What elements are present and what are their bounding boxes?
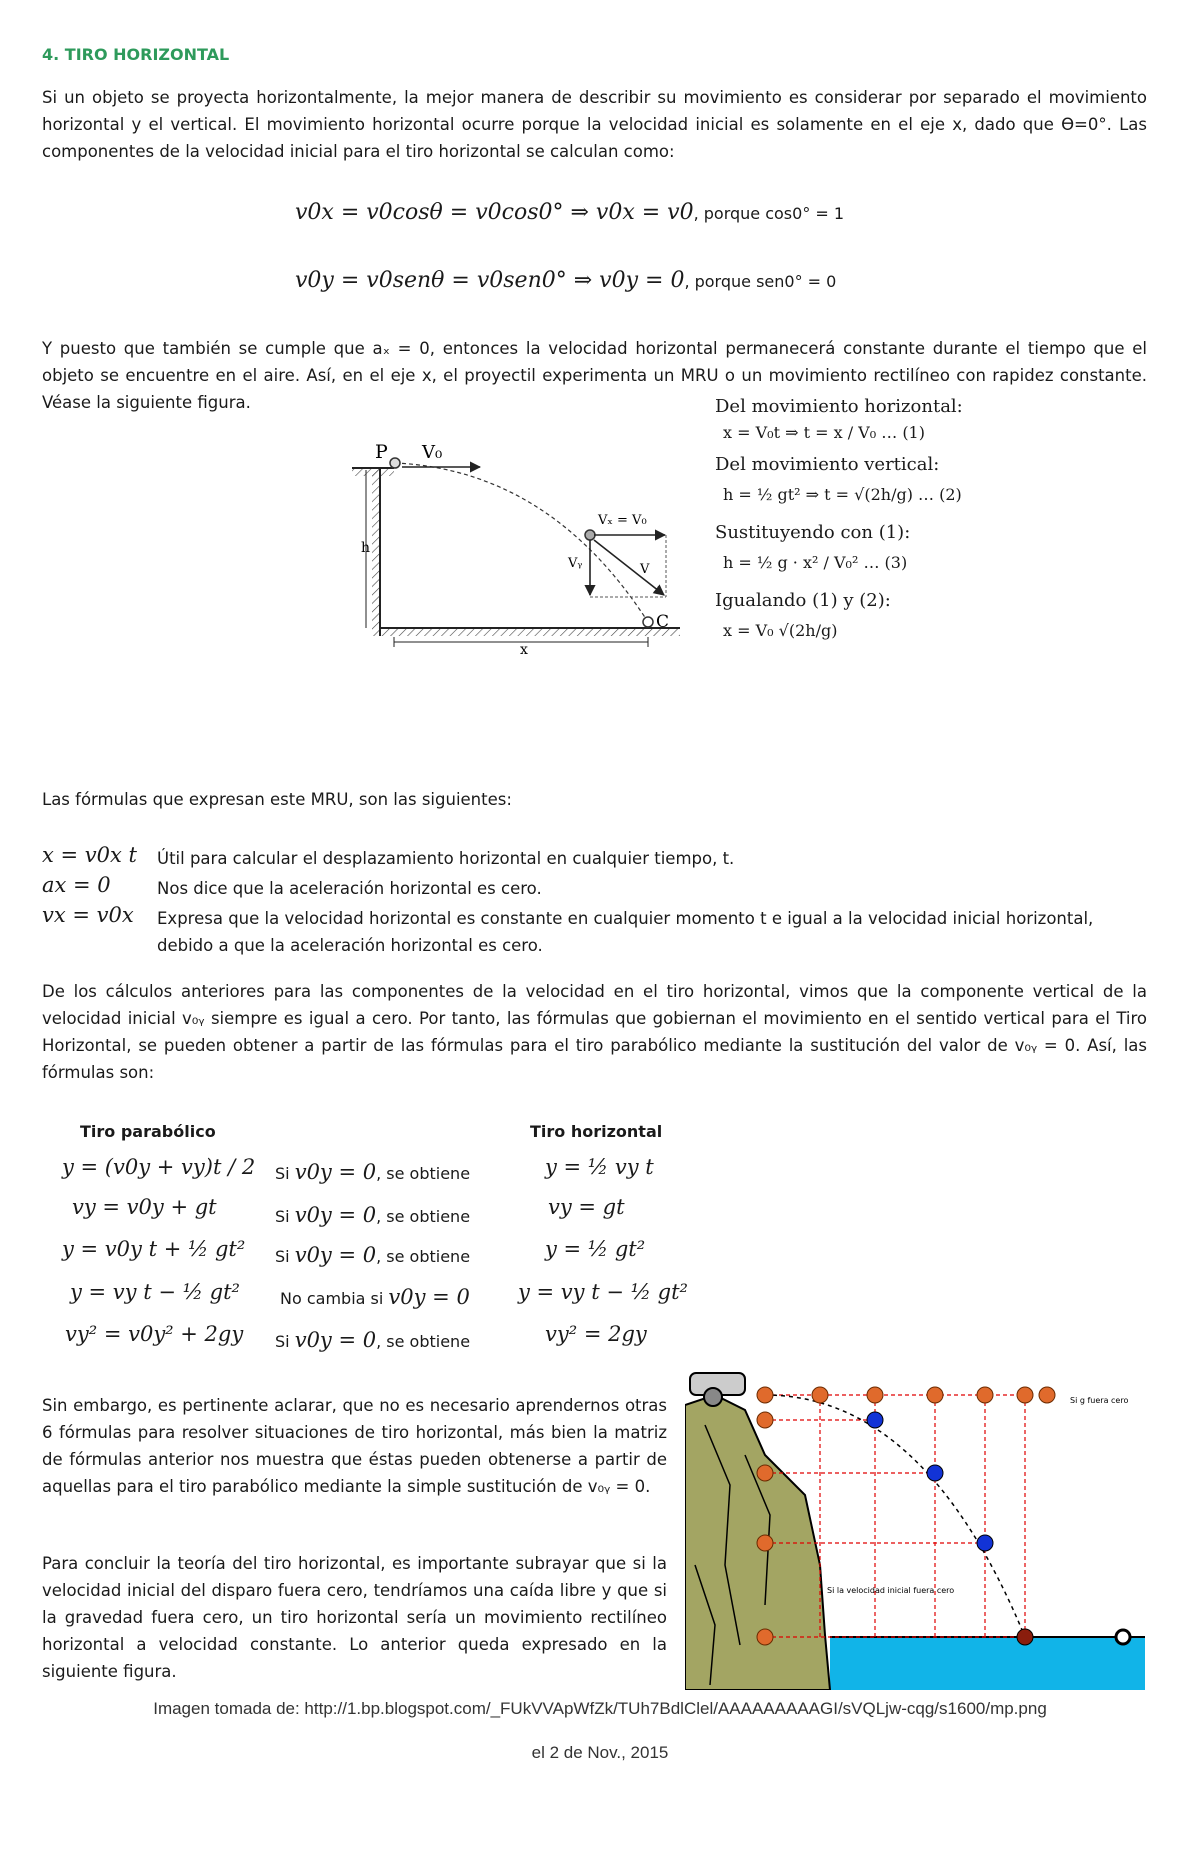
formula-desc-2: Nos dice que la aceleración horizontal es cero.: [157, 879, 542, 898]
derivation-eq-4: x = V₀ √(2h/g): [723, 621, 838, 640]
equation-v0x-formula: v0x = v0cosθ = v0cos0° ⇒ v0x = v0: [295, 200, 694, 225]
label-v0: V₀: [422, 442, 443, 463]
formula-desc-1: Útil para calcular el desplazamiento horizontal en cualquier tiempo, t.: [157, 849, 735, 868]
table-left-2: vy = v0y + gt: [72, 1195, 217, 1219]
label-h: h: [361, 540, 371, 556]
table-cond-3-pre: Si: [275, 1247, 290, 1266]
concluir-paragraph: Para concluir la teoría del tiro horizontal, es importante subrayar que si la velocidad inicial del disparo fuera cero, tendríamos una caída libre y que si la gravedad fuera cero, un tiro horizontal sería un movimiento rectilíneo horizontal a velocidad constante. Lo anterior queda expresado en la siguiente figura.: [42, 1554, 667, 1681]
table-cond-3-post: , se obtiene: [376, 1247, 471, 1266]
table-right-1: y = ½ vy t: [545, 1155, 654, 1179]
table-right-4: y = vy t − ½ gt²: [518, 1280, 688, 1304]
trajectory-path: [395, 463, 648, 622]
image-source-date: el 2 de Nov., 2015: [531, 1743, 669, 1762]
equation-v0y-note: , porque sen0° = 0: [684, 272, 837, 291]
label-vx: Vₓ = V₀: [598, 513, 647, 528]
cliff-illustration: [685, 1365, 1145, 1690]
table-cond-4-var: v0y = 0: [388, 1285, 470, 1309]
derivation-eq-2: h = ½ gt² ⇒ t = √(2h/g) … (2): [723, 485, 962, 504]
landing-ball: [1017, 1629, 1033, 1645]
label-c: C: [656, 612, 670, 632]
table-cond-5: [275, 1328, 470, 1352]
table-right-3: y = ½ gt²: [545, 1237, 646, 1261]
table-cond-1-post: , se obtiene: [376, 1164, 471, 1183]
table-cond-1: [275, 1160, 470, 1184]
table-cond-2-pre: Si: [275, 1207, 290, 1226]
label-v: V: [640, 562, 650, 577]
vertical-paragraph: De los cálculos anteriores para las componentes de la velocidad en el tiro horizontal, vimos que la componente vertical de la velocidad inicial v₀ᵧ siempre es igual a cero. Por tanto, las fórmulas que gobiernan el movimiento en el sentido vertical para el Tiro Horizontal, se pueden obtener a partir de las fórmulas para el tiro parabólico mediante la sustitución del valor de v₀ᵧ = 0. Así, las fórmulas son:: [42, 982, 1147, 1082]
table-cond-4: [280, 1285, 470, 1309]
end-ring: [1116, 1630, 1130, 1644]
formula-symbol-3: vx = v0x: [42, 903, 134, 927]
intro-paragraph: Si un objeto se proyecta horizontalmente, la mejor manera de describir su movimiento es considerar por separado el movimiento horizontal y el vertical. El movimiento horizontal ocurre porque la velocidad inicial es solamente en el eje x, dado que ϴ=0°. Las componentes de la velocidad inicial para el tiro horizontal se calculan como:: [42, 88, 1147, 161]
formula-symbol-1: x = v0x t: [42, 843, 137, 867]
water: [830, 1637, 1145, 1690]
formula-symbol-2: ax = 0: [42, 873, 111, 897]
table-cond-1-pre: Si: [275, 1164, 290, 1183]
cliff-wall-hatch: [372, 468, 380, 636]
equation-v0x: [295, 200, 844, 225]
table-right-5: vy² = 2gy: [545, 1322, 647, 1346]
table-left-3: y = v0y t + ½ gt²: [62, 1237, 246, 1261]
table-head-parabolico: Tiro parabólico: [80, 1122, 216, 1141]
section-title: 4. TIRO HORIZONTAL: [42, 45, 230, 64]
mru-paragraph: Y puesto que también se cumple que aₓ = 0, entonces la velocidad horizontal permanecerá constante durante el tiempo que el objeto se encuentre en el aire. Así, en el eje x, el proyectil experimenta un MRU o un movimiento rectilíneo con rapidez constante. Véase la siguiente figura.: [42, 339, 1147, 412]
mid-ball: [585, 530, 595, 540]
table-cond-3-var: v0y = 0: [294, 1243, 377, 1267]
derivation-eq-1: x = V₀t ⇒ t = x / V₀ … (1): [723, 423, 925, 442]
table-cond-5-var: v0y = 0: [294, 1328, 377, 1352]
table-left-1: y = (v0y + vy)t / 2: [62, 1155, 256, 1179]
sin-embargo-paragraph: Sin embargo, es pertinente aclarar, que no es necesario aprendernos otras 6 fórmulas para resolver situaciones de tiro horizontal, más bien la matriz de fórmulas anterior nos muestra que éstas pueden obtenerse a partir de aquellas para el tiro parabólico mediante la simple sustitución de v₀ᵧ = 0.: [42, 1396, 667, 1496]
table-cond-1-var: v0y = 0: [294, 1160, 377, 1184]
derivation-heading-3: Sustituyendo con (1):: [715, 522, 911, 543]
derivation-heading-1: Del movimiento horizontal:: [715, 396, 963, 417]
table-right-2: vy = gt: [548, 1195, 625, 1219]
end-ball: [643, 617, 653, 627]
formulas-intro: Las fórmulas que expresan este MRU, son las siguientes:: [42, 790, 512, 809]
table-head-horizontal: Tiro horizontal: [530, 1122, 663, 1141]
equation-v0y-formula: v0y = v0senθ = v0sen0° ⇒ v0y = 0: [295, 268, 685, 293]
projectile-diagram: [350, 430, 680, 655]
table-cond-2-post: , se obtiene: [376, 1207, 471, 1226]
table-cond-5-pre: Si: [275, 1332, 290, 1351]
image-source-caption: Imagen tomada de: http://1.bp.blogspot.com/_FUkVVApWfZk/TUh7BdlClel/AAAAAAAAAGI/sVQLjw-cqg/s1600/mp.png: [153, 1699, 1047, 1718]
table-cond-5-post: , se obtiene: [376, 1332, 471, 1351]
label-g-zero: Si g fuera cero: [1070, 1396, 1129, 1405]
label-p: P: [375, 441, 388, 463]
table-left-4: y = vy t − ½ gt²: [70, 1280, 240, 1304]
label-x: x: [520, 642, 528, 655]
start-ball: [390, 458, 400, 468]
label-v0-zero: Si la velocidad inicial fuera cero: [827, 1586, 955, 1595]
table-cond-2: [275, 1203, 470, 1227]
v-arrow: [594, 540, 664, 595]
derivation-heading-2: Del movimiento vertical:: [715, 454, 940, 475]
equation-v0x-note: , porque cos0° = 1: [693, 204, 845, 223]
ground-hatch: [380, 628, 680, 636]
formula-desc-3: Expresa que la velocidad horizontal es constante en cualquier momento t e igual a la velocidad inicial horizontal, debido a que la aceleración horizontal es cero.: [157, 909, 1094, 955]
derivation-panel: [715, 396, 1045, 640]
derivation-eq-3: h = ½ g · x² / V₀² … (3): [723, 553, 908, 572]
table-left-5: vy² = v0y² + 2gy: [65, 1322, 244, 1346]
table-cond-2-var: v0y = 0: [294, 1203, 377, 1227]
equation-v0y: [295, 268, 836, 293]
trajectory-balls: [867, 1412, 993, 1551]
cannon-wheel-icon: [704, 1388, 722, 1406]
derivation-heading-4: Igualando (1) y (2):: [715, 590, 891, 611]
label-vy: Vᵧ: [568, 556, 583, 571]
table-cond-4-pre: No cambia si: [280, 1289, 384, 1308]
table-cond-3: [275, 1243, 470, 1267]
